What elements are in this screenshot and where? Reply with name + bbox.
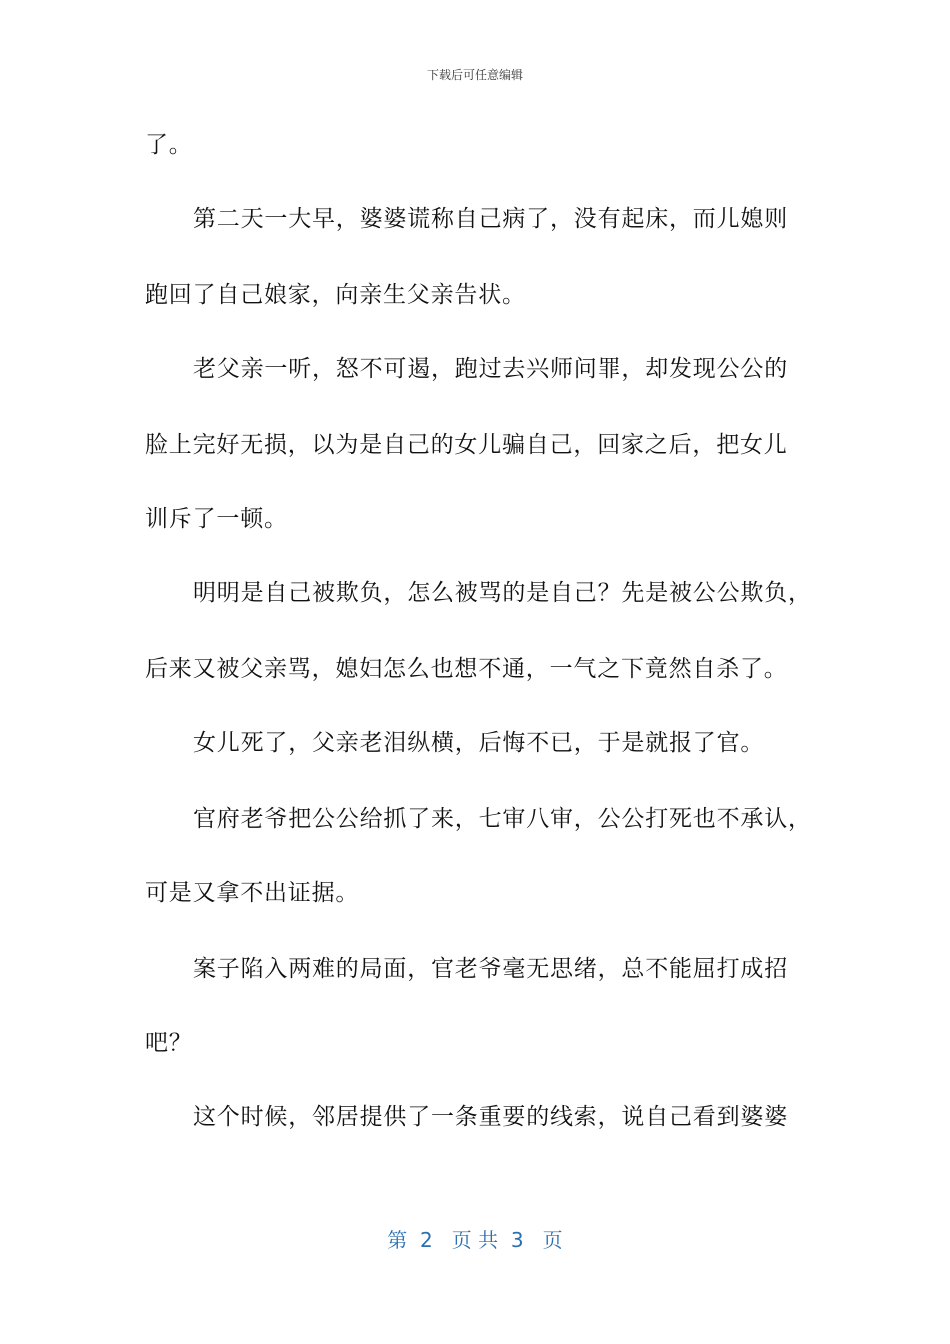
text-line: 后来又被父亲骂，媳妇怎么也想不通，一气之下竟然自杀了。 — [145, 656, 788, 682]
text-line: 明明是自己被欺负，怎么被骂的是自己？先是被公公欺负， — [193, 580, 812, 606]
text-line: 官府老爷把公公给抓了来，七审八审，公公打死也不承认， — [193, 806, 812, 832]
text-line: 跑回了自己娘家，向亲生父亲告状。 — [145, 282, 526, 308]
text-line: 了。 — [145, 132, 193, 158]
text-line: 第二天一大早，婆婆谎称自己病了，没有起床，而儿媳则 — [193, 206, 788, 232]
text-line: 老父亲一听，怒不可遏，跑过去兴师问罪，却发现公公的 — [193, 356, 788, 382]
text-line: 脸上完好无损，以为是自己的女儿骗自己，回家之后，把女儿 — [145, 432, 788, 458]
text-line: 案子陷入两难的局面，官老爷毫无思绪，总不能屈打成招 — [193, 956, 788, 982]
text-line: 可是又拿不出证据。 — [145, 880, 360, 906]
page-number-footer: 第 2 页 共 3 页 — [387, 1228, 563, 1252]
header-note: 下载后可任意编辑 — [426, 68, 523, 82]
text-line: 训斥了一顿。 — [145, 506, 288, 532]
text-line: 女儿死了，父亲老泪纵横，后悔不已，于是就报了官。 — [193, 730, 765, 756]
text-line: 吧？ — [145, 1030, 193, 1056]
text-line: 这个时候，邻居提供了一条重要的线索，说自己看到婆婆 — [193, 1104, 788, 1130]
